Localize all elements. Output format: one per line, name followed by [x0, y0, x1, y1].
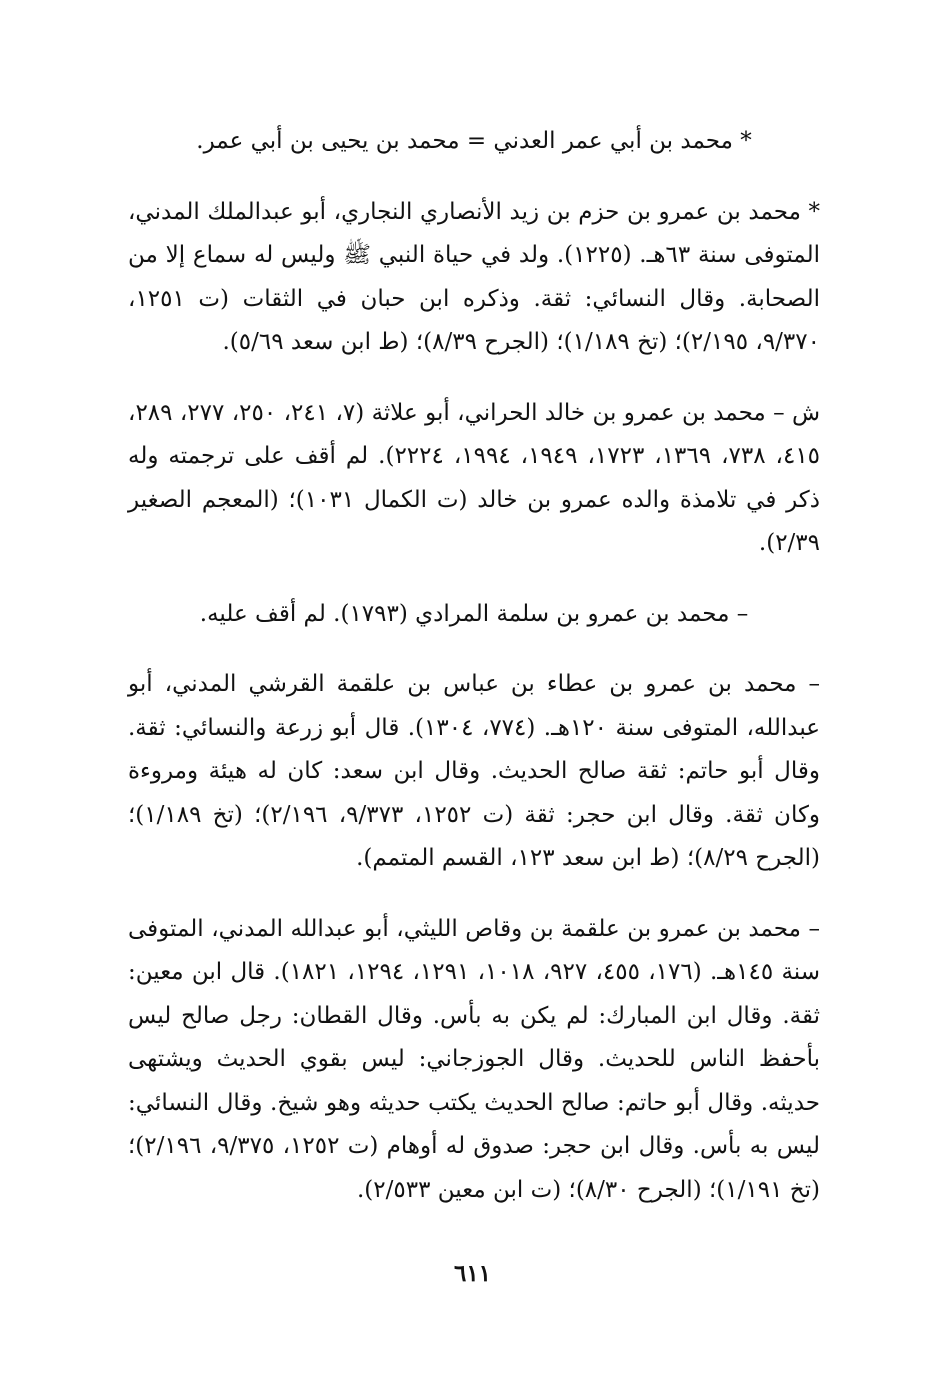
page-number: ٦١١ — [453, 1260, 492, 1287]
entry-muhammad-ibn-amr-ibn-ata: – محمد بن عمرو بن عطاء بن عباس بن علقمة القرشي المدني، أبو عبدالله، المتوفى سنة ١٢٠هـ. (٧٧٤، ١٣٠٤). قال أبو زرعة والنسائي: ثقة. وقال أبو حاتم: ثقة صالح الحديث. وقال ابن سعد: كان له هيئة ومروءة وكان ثقة. وقال ابن حجر: ثقة (ت ١٢٥٢، ٩/٣٧٣، ٢/١٩٦)؛ (تخ ١/١٨٩)؛ (الجرح ٨/٢٩)؛ (ط ابن سعد ١٢٣، القسم المتمم). — [128, 671, 821, 871]
entry-muhammad-ibn-amr-ibn-alqama: – محمد بن عمرو بن علقمة بن وقاص الليثي، أبو عبدالله المدني، المتوفى سنة ١٤٥هـ. (١٧٦، ٤٥٥، ٩٢٧، ١٠١٨، ١٢٩١، ١٢٩٤، ١٨٢١). قال ابن معين: ثقة. وقال ابن المبارك: لم يكن به بأس. وقال القطان: رجل صالح ليس بأحفظ الناس للحديث. وقال الجوزجاني: ليس بقوي الحديث ويشتهى حديثه. وقال أبو حاتم: صالح الحديث يكتب حديثه وهو شيخ. وقال النسائي: ليس به بأس. وقال ابن حجر: صدوق له أوهام (ت ١٢٥٢، ٩/٣٧٥، ٢/١٩٦)؛ (تخ ١/١٩١)؛ (الجرح ٨/٣٠)؛ (ت ابن معين ٢/٥٣٣). — [128, 915, 821, 1203]
entry-muhammad-ibn-amr-ibn-salama: – محمد بن عمرو بن سلمة المرادي (١٧٩٣). لم أقف عليه. — [199, 600, 749, 627]
entry-muhammad-ibn-amr-ibn-hazm: * محمد بن عمرو بن حزم بن زيد الأنصاري النجاري، أبو عبدالملك المدني، المتوفى سنة ٦٣هـ. (١٢٢٥). ولد في حياة النبي ﷺ وليس له سماع إلا من الصحابة. وقال النسائي: ثقة. وذكره ابن حبان في الثقات (ت ١٢٥١، ٩/٣٧٠، ٢/١٩٥)؛ (تخ ١/١٨٩)؛ (الجرح ٨/٣٩)؛ (ط ابن سعد ٥/٦٩). — [128, 198, 820, 355]
entry-cross-reference: * محمد بن أبي عمر العدني = محمد بن يحيى بن أبي عمر. — [196, 128, 752, 154]
entry-muhammad-ibn-amr-ibn-khalid: ش – محمد بن عمرو بن خالد الحراني، أبو علاثة (٧، ٢٤١، ٢٥٠، ٢٧٧، ٢٨٩، ٤١٥، ٧٣٨، ١٣٦٩، ١٧٢٣، ١٩٤٩، ١٩٩٤، ٢٢٢٤). لم أقف على ترجمته وله ذكر في تلامذة والده عمرو بن خالد (ت الكمال ١٠٣١)؛ (المعجم الصغير ٢/٣٩). — [128, 399, 821, 556]
